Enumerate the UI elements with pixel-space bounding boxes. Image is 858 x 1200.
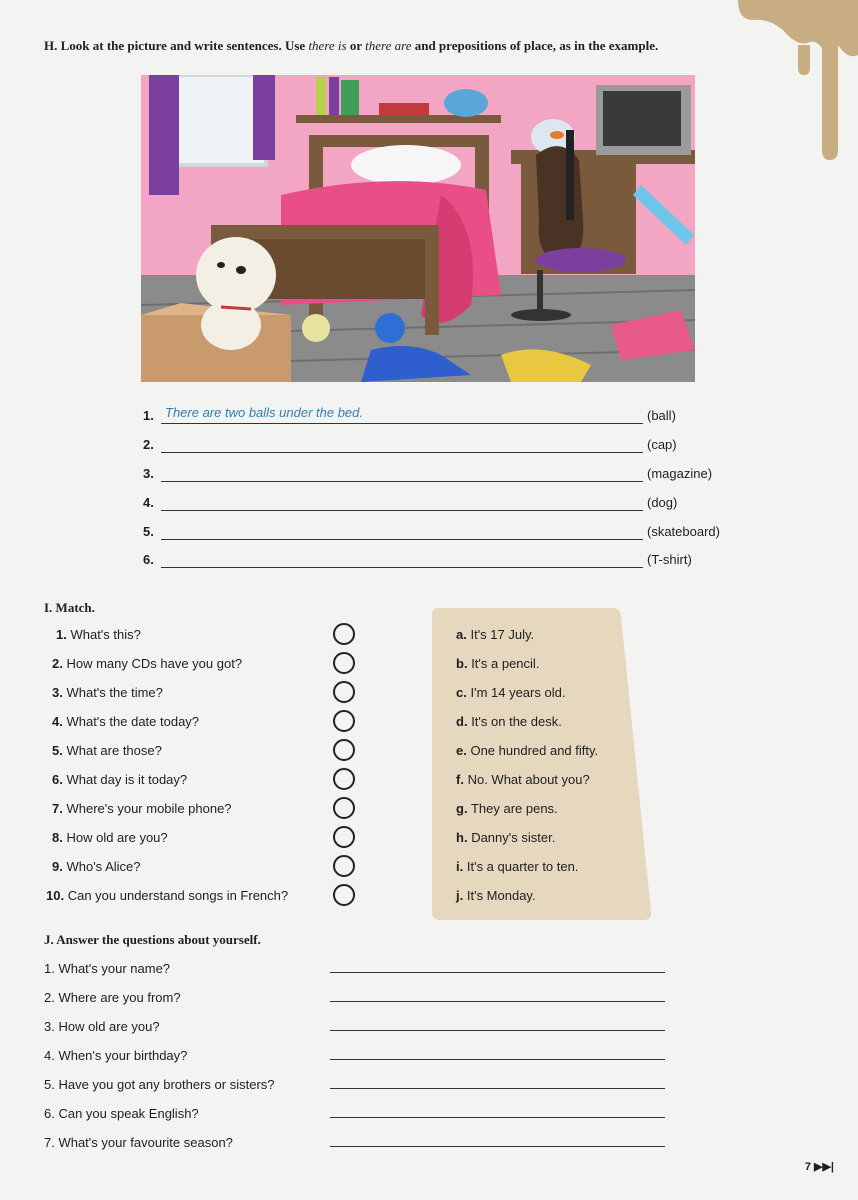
hint-word: (dog) [647, 495, 678, 510]
match-question: 6. What day is it today? [52, 772, 188, 787]
sentence-row [143, 405, 743, 428]
match-answer: e. One hundred and fifty. [456, 743, 599, 758]
personal-question: 3. How old are you? [44, 1019, 160, 1034]
match-question: 7. Where's your mobile phone? [52, 801, 232, 816]
match-question: 2. How many CDs have you got? [52, 656, 243, 671]
section-j-heading: J. Answer the questions about yourself. [44, 932, 261, 947]
example-answer: There are two balls under the bed. [165, 405, 364, 420]
answer-line[interactable] [330, 1001, 665, 1002]
answer-line[interactable] [330, 1146, 665, 1147]
match-answer: d. It's on the desk. [456, 714, 562, 729]
sentence-row [143, 495, 743, 515]
section-i-heading: I. Match. [44, 600, 95, 615]
answer-circle[interactable] [333, 739, 355, 761]
bedroom-illustration [141, 75, 695, 382]
personal-question: 6. Can you speak English? [44, 1106, 199, 1121]
match-answer: c. I'm 14 years old. [456, 685, 566, 700]
answer-line[interactable] [330, 972, 665, 973]
match-question: 5. What are those? [52, 743, 162, 758]
personal-question: 4. When's your birthday? [44, 1048, 188, 1063]
hint-word: (ball) [647, 408, 676, 423]
match-answer: b. It's a pencil. [456, 656, 540, 671]
hint-word: (magazine) [647, 466, 713, 481]
match-answer: a. It's 17 July. [456, 627, 535, 642]
answer-line[interactable] [161, 423, 643, 424]
sentence-row [143, 466, 743, 486]
match-answer: j. It's Monday. [456, 888, 536, 903]
match-question: 3. What's the time? [52, 685, 163, 700]
match-answer: i. It's a quarter to ten. [456, 859, 579, 874]
answer-line[interactable] [330, 1117, 665, 1118]
answer-line[interactable] [330, 1088, 665, 1089]
match-answer: h. Danny's sister. [456, 830, 556, 845]
item-number: 5. [143, 524, 154, 539]
hint-word: (cap) [647, 437, 677, 452]
answer-circle[interactable] [333, 681, 355, 703]
personal-question: 2. Where are you from? [44, 990, 181, 1005]
page-number: 7 ▶▶| [804, 1161, 834, 1173]
answer-circle[interactable] [333, 710, 355, 732]
answer-circle[interactable] [333, 768, 355, 790]
sentence-row [143, 552, 743, 572]
answer-line[interactable] [161, 539, 643, 540]
item-number: 2. [143, 437, 154, 452]
personal-question: 7. What's your favourite season? [44, 1135, 233, 1150]
section-h-heading: H. Look at the picture and write sentences. Use there is or there are and prepositions of place, as in the example. [44, 38, 659, 53]
answer-circle[interactable] [333, 652, 355, 674]
answer-line[interactable] [161, 452, 643, 453]
item-number: 6. [143, 552, 154, 567]
answer-line[interactable] [330, 1030, 665, 1031]
answer-line[interactable] [161, 510, 643, 511]
match-question: 8. How old are you? [52, 830, 168, 845]
answer-circle[interactable] [333, 797, 355, 819]
personal-question: 1. What's your name? [44, 961, 171, 976]
match-question: 9. Who's Alice? [52, 859, 141, 874]
match-question: 1. What's this? [56, 627, 141, 642]
match-question: 4. What's the date today? [52, 714, 200, 729]
answer-circle[interactable] [333, 884, 355, 906]
sentence-row [143, 524, 743, 544]
match-answer: f. No. What about you? [456, 772, 590, 787]
paint-drip-decoration [738, 0, 858, 165]
hint-word: (skateboard) [647, 524, 720, 539]
answer-circle[interactable] [333, 623, 355, 645]
item-number: 4. [143, 495, 154, 510]
item-number: 1. [143, 408, 154, 423]
item-number: 3. [143, 466, 154, 481]
match-answer: g. They are pens. [456, 801, 558, 816]
answer-circle[interactable] [333, 855, 355, 877]
next-page-icon: ▶▶| [810, 1161, 834, 1173]
answer-line[interactable] [161, 567, 643, 568]
answer-circle[interactable] [333, 826, 355, 848]
answer-line[interactable] [161, 481, 643, 482]
answer-line[interactable] [330, 1059, 665, 1060]
sentence-row [143, 437, 743, 457]
hint-word: (T-shirt) [647, 552, 692, 567]
personal-question: 5. Have you got any brothers or sisters? [44, 1077, 275, 1092]
match-question: 10. Can you understand songs in French? [46, 888, 289, 903]
